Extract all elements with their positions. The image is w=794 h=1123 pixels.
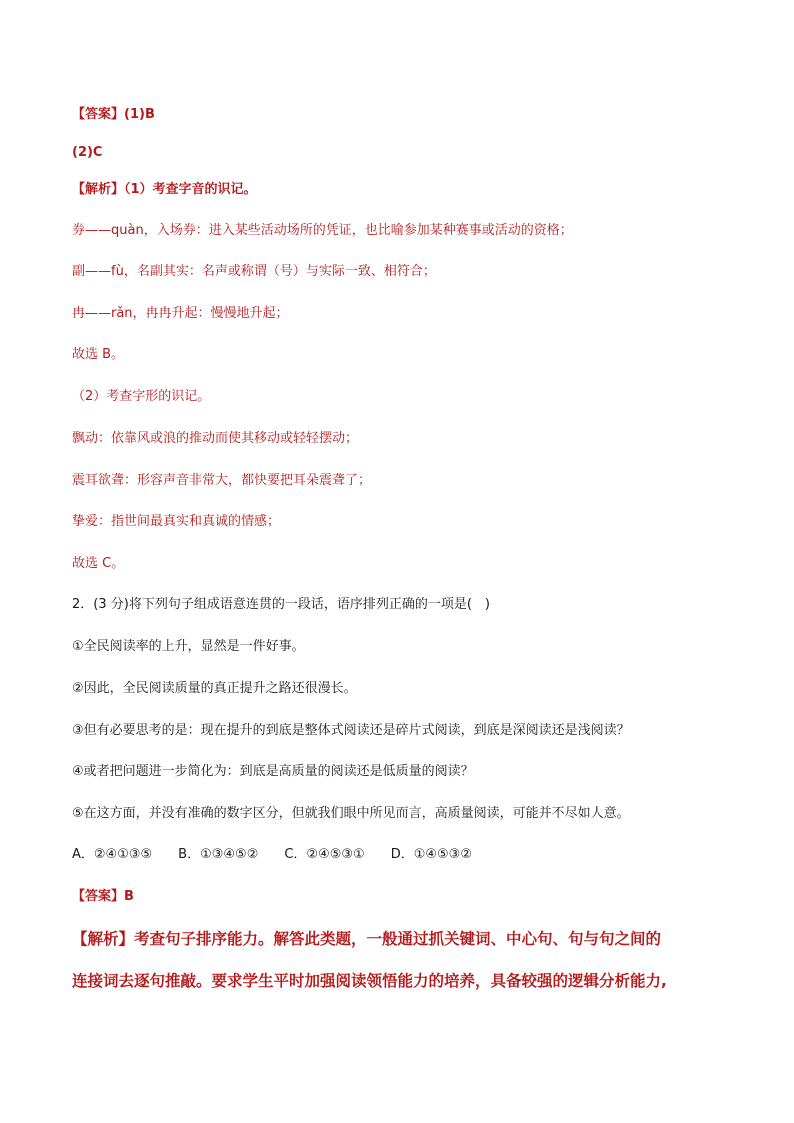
- analysis-item-3: 冉——rǎn，冉冉升起：慢慢地升起；: [72, 306, 289, 321]
- q2-analysis-line-2: 连接词去逐句推敲。要求学生平时加强阅读领悟能力的培养，具备较强的逻辑分析能力,: [72, 972, 667, 990]
- analysis-item-2: 副——fù，名副其实：名声或称谓（号）与实际一致、相符合；: [72, 264, 436, 279]
- analysis-label: 【解析】: [72, 182, 125, 197]
- analysis-item-5: 震耳欲聋：形容声音非常大，都快要把耳朵震聋了；: [72, 473, 372, 488]
- sentence-4: ④或者把问题进一步简化为：到底是高质量的阅读还是低质量的阅读？: [72, 764, 474, 779]
- analysis-2-heading: （2）考查字形的识记。: [72, 389, 211, 404]
- sentence-5: ⑤在这方面，并没有准确的数字区分，但就我们眼中所见而言，高质量阅读，可能并不尽如人意。: [72, 806, 630, 821]
- answer-label: 【答案】: [72, 107, 125, 122]
- q1-analysis-line: [72, 181, 257, 199]
- analysis-item-4: 飘动：依靠风或浪的推动而使其移动或轻轻摆动；: [72, 431, 359, 446]
- sentence-2: ②因此，全民阅读质量的真正提升之路还很漫长。: [72, 681, 357, 696]
- answer-options: A．②④①③⑤ B．①③④⑤② C．②④⑤③① D．①④⑤③②: [72, 847, 472, 862]
- analysis-conclusion-1: 故选 B。: [72, 347, 125, 362]
- answer-value-1: (1)B: [124, 107, 155, 122]
- sentence-3: ③但有必要思考的是：现在提升的到底是整体式阅读还是碎片式阅读，到底是深阅读还是浅阅读？: [72, 723, 630, 738]
- answer-value-2: (2)C: [72, 145, 103, 160]
- analysis-item-6: 挚爱：指世间最真实和真诚的情感；: [72, 514, 281, 529]
- sentence-1: ①全民阅读率的上升，显然是一件好事。: [72, 639, 305, 654]
- question-2: 2．(3 分)将下列句子组成语意连贯的一段话，语序排列正确的一项是( ): [72, 597, 490, 612]
- q2-analysis-line-1: 【解析】考查句子排序能力。解答此类题，一般通过抓关键词、中心句、句与句之间的: [72, 930, 662, 948]
- analysis-1-heading: （1）考查字音的识记。: [124, 182, 257, 197]
- q2-answer: 【答案】B: [72, 889, 134, 904]
- analysis-conclusion-2: 故选 C。: [72, 556, 125, 571]
- analysis-item-1: 券——quàn，入场券：进入某些活动场所的凭证，也比喻参加某种赛事或活动的资格；: [72, 223, 573, 238]
- q1-answer-line: [72, 106, 155, 124]
